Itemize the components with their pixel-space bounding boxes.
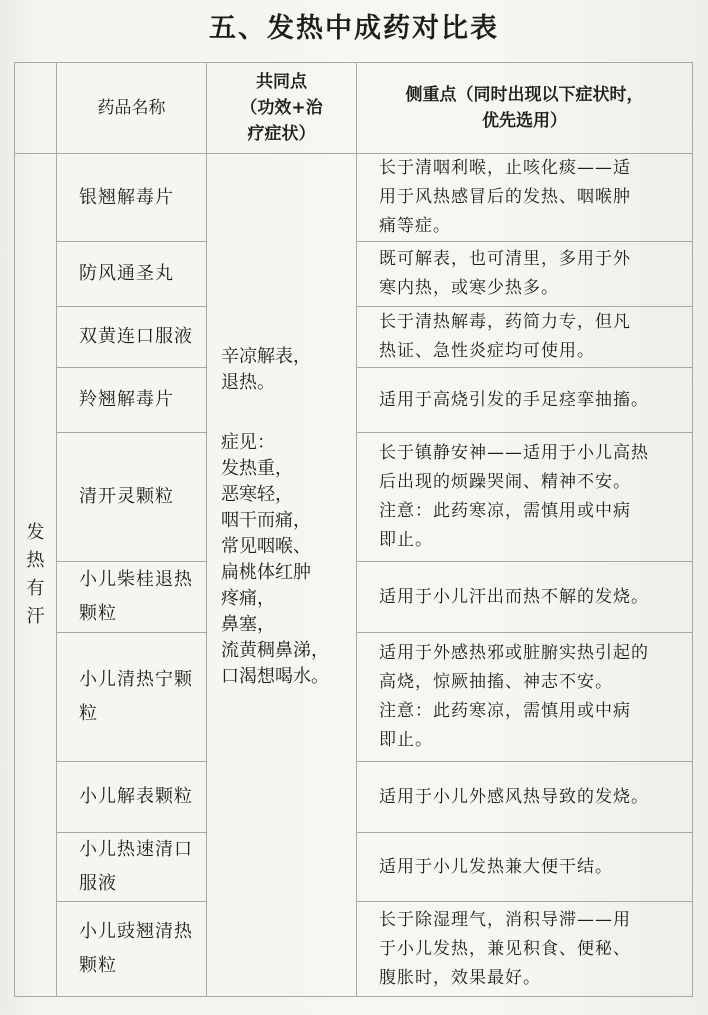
notes-cell	[357, 562, 693, 633]
medicine-name	[57, 562, 207, 633]
medicine-name: 羚翘解毒片	[57, 368, 207, 433]
notes-line: 适用于小儿外感风热导致的发烧。	[379, 786, 649, 807]
notes-cell	[357, 433, 693, 562]
common-line: 退热。	[221, 372, 275, 393]
notes-line: 即止。	[379, 730, 433, 750]
notes-line: 适用于高烧引发的手足痉挛抽搐。	[379, 389, 649, 410]
notes-cell	[357, 762, 693, 833]
notes-line: 即止。	[379, 530, 433, 550]
common-line: 咽干而痛，	[221, 510, 311, 531]
notes-line: 寒内热，或寒少热多。	[379, 278, 559, 298]
common-line: 扁桃体红肿	[221, 562, 311, 583]
category-char: 有	[26, 578, 45, 599]
medicine-name: 清开灵颗粒	[57, 433, 207, 562]
notes-line: 腹胀时，效果最好。	[379, 967, 541, 988]
notes-cell	[357, 902, 693, 997]
category-char: 发	[26, 522, 45, 543]
category-cell	[15, 154, 57, 997]
common-line: 流黄稠鼻涕，	[221, 640, 329, 661]
common-line: 常见咽喉、	[221, 536, 311, 557]
common-line: 鼻塞，	[221, 614, 275, 635]
medicine-name: 防风通圣丸	[57, 242, 207, 307]
table-header-row	[15, 63, 693, 154]
medicine-name-line: 服液	[79, 873, 117, 894]
medicine-name-line: 小儿热速清口	[79, 839, 193, 860]
common-line: 症见：	[221, 432, 275, 453]
medicine-comparison-table	[14, 62, 693, 997]
notes-line: 既可解表，也可清里，多用于外	[379, 249, 631, 269]
notes-line: 注意：此药寒凉，需慎用或中病	[379, 501, 631, 521]
common-part-2	[221, 430, 356, 690]
header-common-line: 疗症状）	[247, 124, 316, 144]
medicine-name-line: 小儿豉翘清热	[79, 921, 193, 942]
notes-cell	[357, 633, 693, 762]
common-line: 口渴想喝水。	[221, 666, 329, 687]
medicine-name-line: 颗粒	[79, 955, 117, 976]
medicine-name	[57, 833, 207, 902]
page-title: 五、发热中成药对比表	[209, 13, 499, 44]
common-part-1	[221, 344, 356, 396]
notes-line: 适用于小儿汗出而热不解的发烧。	[379, 586, 649, 607]
header-notes-line: 优先选用）	[482, 111, 567, 131]
notes-line: 注意：此药寒凉，需慎用或中病	[379, 701, 631, 721]
header-common-line: 共同点	[256, 72, 307, 92]
category-char: 热	[26, 550, 45, 571]
notes-line: 长于除湿理气，消积导滞——用	[379, 909, 631, 930]
notes-cell	[357, 833, 693, 902]
common-line: 辛凉解表，	[221, 346, 311, 367]
notes-line: 长于清热解毒，药简力专，但凡	[379, 312, 631, 332]
medicine-name-line: 颗粒	[79, 603, 117, 624]
notes-cell	[357, 307, 693, 368]
notes-line: 长于镇静安神——适用于小儿高热	[379, 443, 649, 463]
table-row	[15, 154, 693, 242]
notes-cell	[357, 368, 693, 433]
medicine-name: 小儿解表颗粒	[57, 762, 207, 833]
notes-line: 后出现的烦躁哭闹、精神不安。	[379, 472, 631, 492]
header-name	[57, 63, 207, 154]
notes-line: 长于清咽利喉，止咳化痰——适	[379, 158, 631, 178]
header-common-line: （功效+治	[240, 98, 323, 118]
category-char: 汗	[26, 606, 45, 627]
medicine-name: 银翘解毒片	[57, 154, 207, 242]
common-line: 发热重，	[221, 458, 293, 479]
common-line: 恶寒轻，	[221, 484, 293, 505]
notes-line: 用于风热感冒后的发热、咽喉肿	[379, 187, 631, 207]
medicine-name-line: 小儿柴桂退热	[79, 569, 193, 590]
notes-line: 高烧，惊厥抽搐、神志不安。	[379, 672, 613, 692]
notes-cell	[357, 242, 693, 307]
notes-line: 热证、急性炎症均可使用。	[379, 341, 595, 361]
medicine-name: 双黄连口服液	[57, 307, 207, 368]
notes-cell	[357, 154, 693, 242]
header-notes	[357, 63, 693, 154]
notes-line: 痛等症。	[379, 216, 451, 236]
common-cell	[207, 154, 357, 997]
medicine-name: 小儿清热宁颗粒	[57, 633, 207, 762]
common-line: 疼痛，	[221, 588, 275, 609]
notes-line: 适用于小儿发热兼大便干结。	[379, 856, 613, 877]
notes-line: 于小儿发热，兼见积食、便秘、	[379, 938, 631, 959]
medicine-name	[57, 902, 207, 997]
header-common	[207, 63, 357, 154]
notes-line: 适用于外感热邪或脏腑实热引起的	[379, 643, 649, 663]
header-category	[15, 63, 57, 154]
header-notes-line: 侧重点（同时出现以下症状时，	[405, 85, 644, 105]
header-name-text: 药品名称	[97, 97, 166, 118]
